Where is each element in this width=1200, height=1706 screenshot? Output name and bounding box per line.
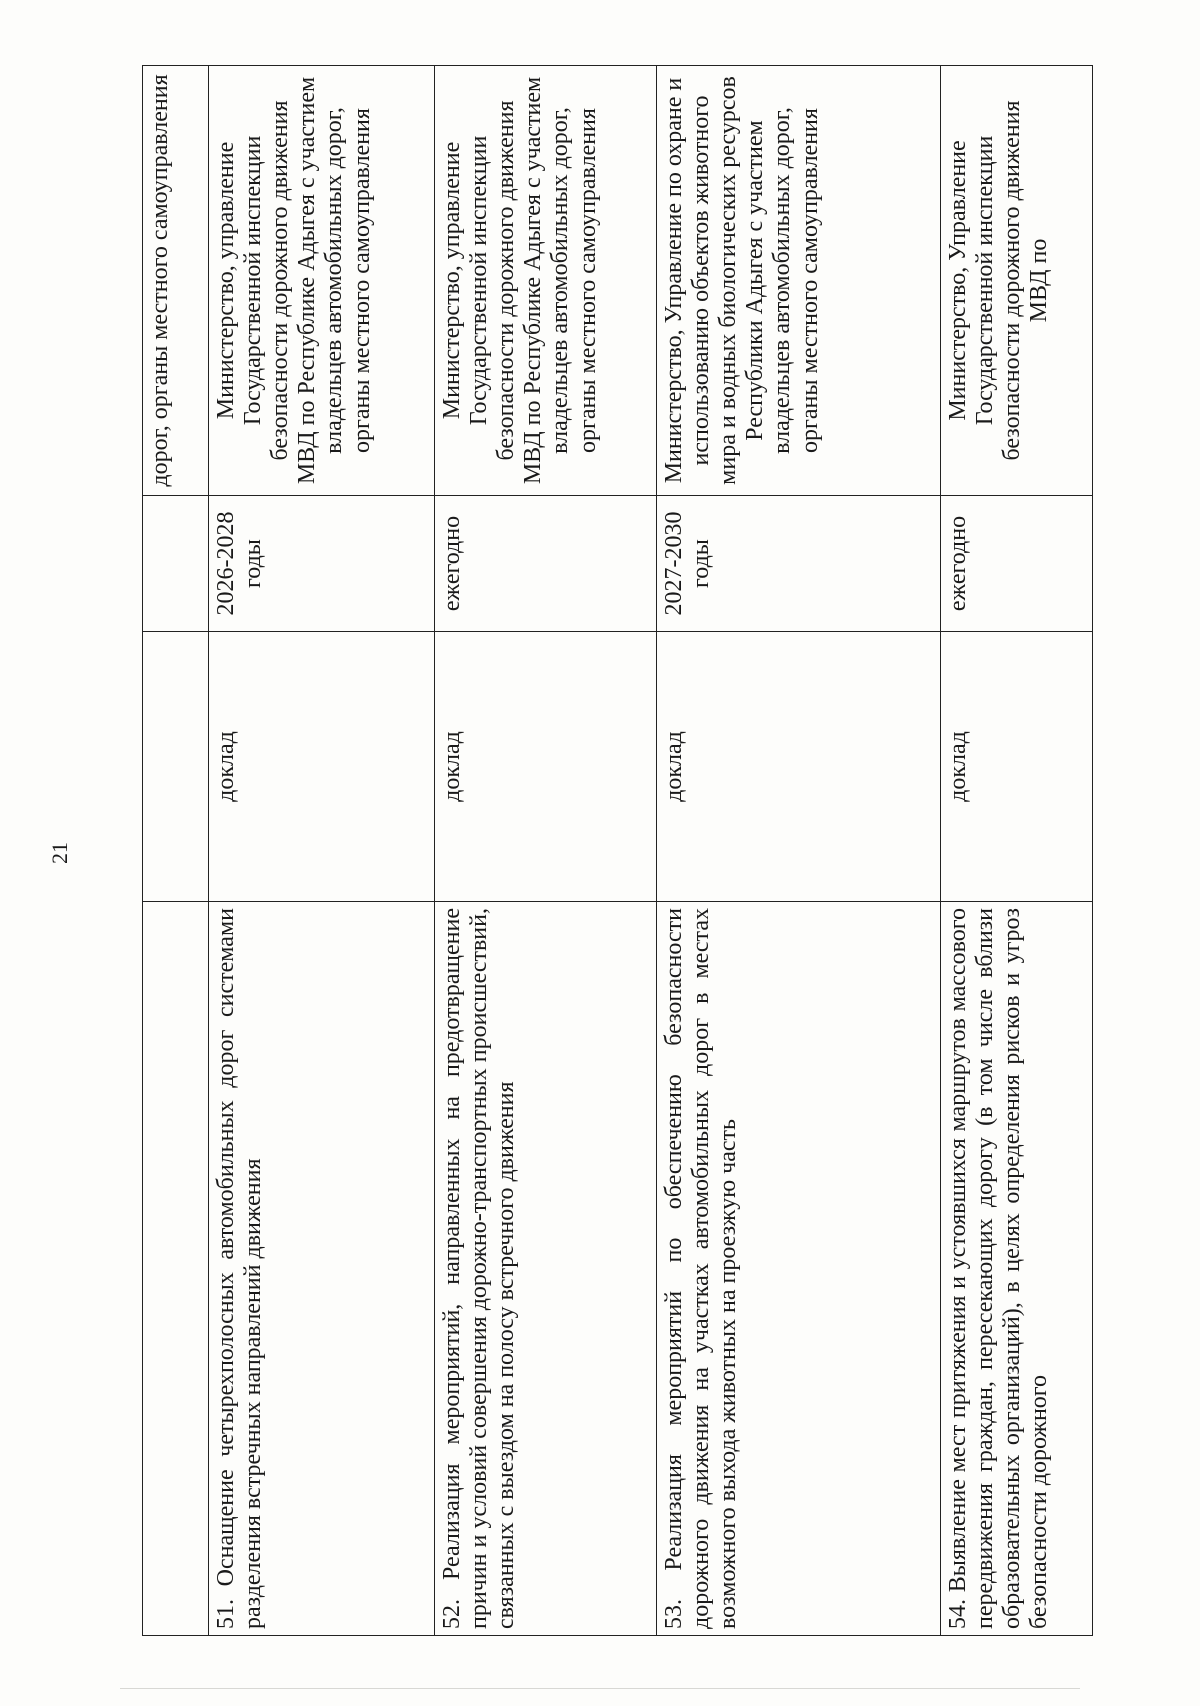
report-form-cell: доклад [209, 632, 435, 902]
measure-name-cell: 52. Реализация мероприятий, направленных на предотвращение причин и условий совершения дорожно-транспортных происшествий, связанных с выездом на полосу встречного движения [435, 902, 657, 1636]
table-row [435, 66, 657, 1636]
deadline-cell: 2027-2030 годы [657, 496, 941, 632]
measure-name-cell: 54. Выявление мест притяжения и устоявшихся маршрутов массового передвижения граждан, пересекающих дорогу (в том числе вблизи образовательных организаций), в целях определения рисков и угроз безопасности дорожного [941, 902, 1093, 1636]
report-form-cell: доклад [941, 632, 1093, 902]
measure-name-cell [143, 902, 209, 1636]
rotated-table-container [142, 66, 1092, 1636]
deadline-cell: ежегодно [435, 496, 657, 632]
report-form-cell: доклад [657, 632, 941, 902]
measure-name-cell: 51. Оснащение четырехполосных автомобильных дорог системами разделения встречных направлений движения [209, 902, 435, 1636]
measures-table [142, 65, 1093, 1636]
report-form-cell: доклад [435, 632, 657, 902]
table-row [209, 66, 435, 1636]
table-row [657, 66, 941, 1636]
executor-cell: Министерство, Управление по охране и использованию объектов животного мира и водных биологических ресурсов Республики Адыгея с участием владельцев автомобильных дорог, органы местного самоуправления [657, 66, 941, 496]
table-row [941, 66, 1093, 1636]
deadline-cell: 2026-2028 годы [209, 496, 435, 632]
page-number: 21 [47, 842, 72, 864]
executor-cell: Министерство, управление Государственной инспекции безопасности дорожного движения МВД по Республике Адыгея с участием владельцев автомобильных дорог, органы местного самоуправления [209, 66, 435, 496]
report-form-cell [143, 632, 209, 902]
deadline-cell: ежегодно [941, 496, 1093, 632]
deadline-cell [143, 496, 209, 632]
executor-cell: Министерство, управление Государственной инспекции безопасности дорожного движения МВД по Республике Адыгея с участием владельцев автомобильных дорог, органы местного самоуправления [435, 66, 657, 496]
measure-name-cell: 53. Реализация мероприятий по обеспечению безопасности дорожного движения на участках автомобильных дорог в местах возможного выхода животных на проезжую часть [657, 902, 941, 1636]
executor-cell: дорог, органы местного самоуправления [143, 66, 209, 496]
executor-cell: Министерство, Управление Государственной инспекции безопасности дорожного движения МВД по [941, 66, 1093, 496]
table-row [143, 66, 209, 1636]
scan-edge-divider [120, 1688, 1080, 1689]
